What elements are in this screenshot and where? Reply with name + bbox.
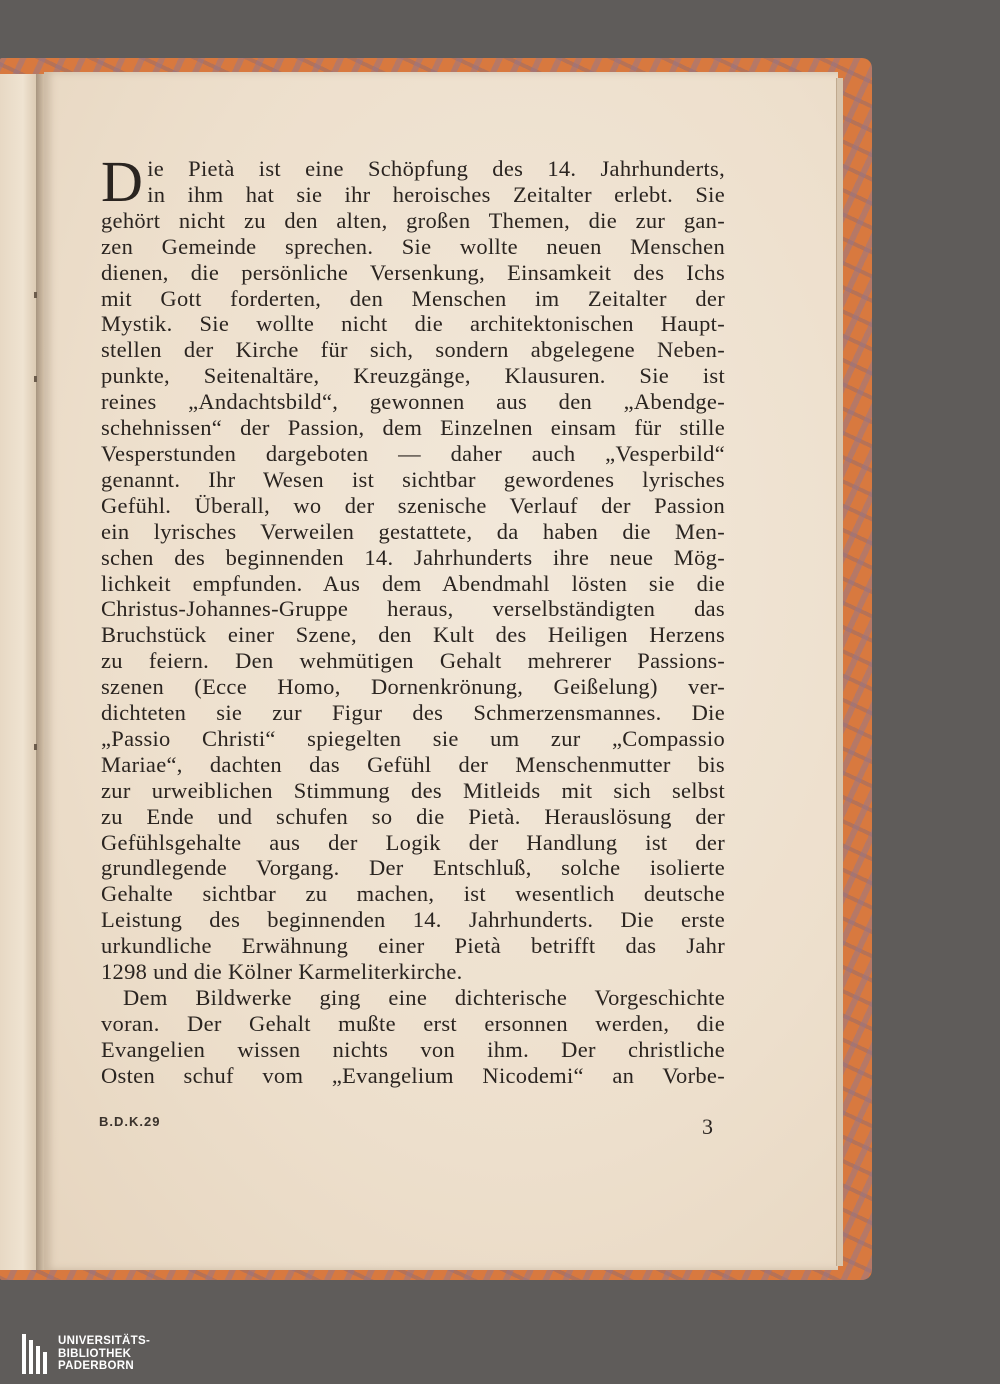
text-line: dichteten sie zur Figur des Schmerzensmannes. Die (101, 700, 725, 726)
logo-line-1: UNIVERSITÄTS- (58, 1335, 151, 1348)
library-logo (22, 1334, 150, 1374)
logo-line-2: BIBLIOTHEK (58, 1347, 132, 1360)
text-line: stellen der Kirche für sich, sondern abgelegene Neben- (101, 337, 725, 363)
text-line: ie Pietà ist eine Schöpfung des 14. Jahrhunderts, (147, 156, 725, 181)
text-line: zur urweiblichen Stimmung des Mitleids mit sich selbst (101, 777, 725, 803)
text-line: schen des beginnenden 14. Jahrhunderts ihre neue Mög- (101, 544, 725, 570)
text-line: Mystik. Sie wollte nicht die architektonischen Haupt- (101, 311, 725, 337)
text-line: zu Ende und schufen so die Pietà. Herauslösung der (101, 803, 725, 829)
text-line: Christus-Johannes-Gruppe heraus, verselbständigten das (101, 596, 725, 622)
logo-line-3: PADERBORN (58, 1360, 134, 1373)
book-page (44, 72, 838, 1270)
paragraph-2 (101, 985, 725, 1089)
text-line: in ihm hat sie ihr heroisches Zeitalter erlebt. Sie (147, 181, 725, 207)
text-line: „Passio Christi“ spiegelten sie um zur „Compassio (101, 725, 725, 751)
text-line: mit Gott forderten, den Menschen im Zeitalter der (101, 285, 725, 311)
text-line: lichkeit empfunden. Aus dem Abendmahl lösten sie die (101, 570, 725, 596)
margin-mark (34, 376, 37, 382)
text-line: Evangelien wissen nichts von ihm. Der christliche (101, 1036, 725, 1062)
text-line: genannt. Ihr Wesen ist sichtbar gewordenes lyrisches (101, 466, 725, 492)
text-line: Dem Bildwerke ging eine dichterische Vorgeschichte (123, 985, 725, 1010)
margin-mark (34, 744, 37, 750)
signature-mark: B.D.K.29 (99, 1114, 161, 1129)
text-line: Leistung des beginnenden 14. Jahrhunderts. Die erste (101, 907, 725, 933)
text-line: zu feiern. Den wehmütigen Gehalt mehrerer Passions- (101, 648, 725, 674)
text-line: Bruchstück einer Szene, den Kult des Heiligen Herzens (101, 622, 725, 648)
text-line: 1298 und die Kölner Karmeliterkirche. (101, 959, 463, 985)
left-facing-page (0, 74, 40, 1270)
page-edge (836, 78, 843, 1266)
text-line: reines „Andachtsbild“, gewonnen aus den „Abendge- (101, 389, 725, 415)
margin-mark (34, 292, 37, 298)
page-number: 3 (702, 1114, 713, 1139)
text-line: Vesperstunden dargeboten — daher auch „Vesperbild“ (101, 440, 725, 466)
paragraph-1 (101, 149, 725, 985)
text-line: schehnissen“ der Passion, dem Einzelnen einsam für stille (101, 415, 725, 441)
library-logo-icon (22, 1334, 52, 1374)
text-line: szenen (Ecce Homo, Dornenkrönung, Geißelung) ver- (101, 674, 725, 700)
text-line: Gehalte sichtbar zu machen, ist wesentlich deutsche (101, 881, 725, 907)
drop-cap: D (101, 149, 144, 214)
text-line: urkundliche Erwähnung einer Pietà betrifft das Jahr (101, 933, 725, 959)
text-line: grundlegende Vorgang. Der Entschluß, solche isolierte (101, 855, 725, 881)
text-line: Gefühl. Überall, wo der szenische Verlauf der Passion (101, 492, 725, 518)
text-line: dienen, die persönliche Versenkung, Einsamkeit des Ichs (101, 259, 725, 285)
text-line: zen Gemeinde sprechen. Sie wollte neuen Menschen (101, 233, 725, 259)
text-line: Gefühlsgehalte aus der Logik der Handlung ist der (101, 829, 725, 855)
text-line: Mariae“, dachten das Gefühl der Menschenmutter bis (101, 751, 725, 777)
text-line: ein lyrisches Verweilen gestattete, da haben die Men- (101, 518, 725, 544)
page-text (101, 149, 725, 1089)
text-line: punkte, Seitenaltäre, Kreuzgänge, Klausuren. Sie ist (101, 363, 725, 389)
text-line: gehört nicht zu den alten, großen Themen, die zur gan- (101, 207, 725, 233)
text-line: Osten schuf vom „Evangelium Nicodemi“ an Vorbe- (101, 1062, 725, 1088)
text-line: voran. Der Gehalt mußte erst ersonnen werden, die (101, 1010, 725, 1036)
